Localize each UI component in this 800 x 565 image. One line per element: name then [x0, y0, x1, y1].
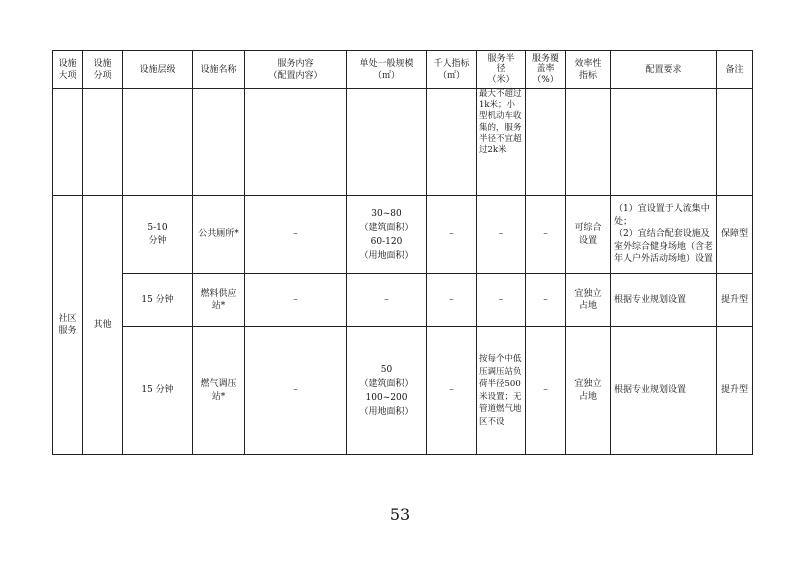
- continued-row: [53, 89, 753, 196]
- header-radius: 服务半 径 （米）: [477, 51, 526, 89]
- table-row: [53, 274, 753, 327]
- header-subcategory: 设施 分项: [83, 51, 123, 89]
- header-content: 服务内容 （配置内容）: [245, 51, 347, 89]
- header-requirement: 配置要求: [611, 51, 717, 89]
- category-cell: 社区 服务: [53, 196, 83, 455]
- remark-cell: 保障型: [717, 196, 753, 274]
- table-cell: [193, 89, 245, 196]
- efficiency-cell: 宜独立 占地: [566, 327, 611, 455]
- header-category: 设施 大项: [53, 51, 83, 89]
- header-efficiency: 效率性 指标: [566, 51, 611, 89]
- level-cell: 15 分钟: [123, 327, 193, 455]
- coverage-cell: –: [526, 196, 566, 274]
- table-row: [53, 327, 753, 455]
- scale-cell: –: [347, 274, 427, 327]
- scale-cell: 30~80 （建筑面积） 60-120 （用地面积）: [347, 196, 427, 274]
- content-cell: –: [245, 327, 347, 455]
- radius-cell: 按每个中低压调压站负荷半径500米设置；无管道燃气地区不设: [477, 327, 526, 455]
- coverage-cell: –: [526, 274, 566, 327]
- table-cell: [123, 89, 193, 196]
- header-name: 设施名称: [193, 51, 245, 89]
- requirement-cell: （1）宜设置于人流集中处； （2）宜结合配套设施及室外综合健身场地（含老年人户外活动场地）设置: [611, 196, 717, 274]
- table-row: [53, 196, 753, 274]
- name-cell: 公共厕所*: [193, 196, 245, 274]
- table-cell: [717, 89, 753, 196]
- header-per-thousand: 千人指标 （㎡）: [427, 51, 477, 89]
- name-cell: 燃料供应 站*: [193, 274, 245, 327]
- content-cell: –: [245, 274, 347, 327]
- requirement-cell: 根据专业规划设置: [611, 274, 717, 327]
- header-remark: 备注: [717, 51, 753, 89]
- facility-spec-table: [52, 50, 753, 455]
- table-cell: [245, 89, 347, 196]
- table-cell: [83, 89, 123, 196]
- efficiency-cell: 可综合 设置: [566, 196, 611, 274]
- scale-cell: 50 （建筑面积） 100~200 （用地面积）: [347, 327, 427, 455]
- per-thousand-cell: –: [427, 274, 477, 327]
- radius-cell: –: [477, 274, 526, 327]
- page-number: 53: [389, 505, 411, 524]
- name-cell: 燃气调压 站*: [193, 327, 245, 455]
- per-thousand-cell: –: [427, 327, 477, 455]
- level-cell: 5-10 分钟: [123, 196, 193, 274]
- table-cell: [53, 89, 83, 196]
- continued-radius-cell: 最大不超过1k米；小型机动车收集的，服务半径不宜超过2k米: [477, 89, 526, 196]
- content-cell: –: [245, 196, 347, 274]
- header-row: [53, 51, 753, 89]
- header-scale: 单处一般规模 （㎡）: [347, 51, 427, 89]
- remark-cell: 提升型: [717, 274, 753, 327]
- coverage-cell: –: [526, 327, 566, 455]
- table-cell: [611, 89, 717, 196]
- header-level: 设施层级: [123, 51, 193, 89]
- requirement-cell: 根据专业规划设置: [611, 327, 717, 455]
- table-cell: [347, 89, 427, 196]
- table-cell: [566, 89, 611, 196]
- table-cell: [427, 89, 477, 196]
- subcategory-cell: 其他: [83, 196, 123, 455]
- table-cell: [526, 89, 566, 196]
- per-thousand-cell: –: [427, 196, 477, 274]
- header-coverage: 服务覆 盖率 （%）: [526, 51, 566, 89]
- level-cell: 15 分钟: [123, 274, 193, 327]
- radius-cell: –: [477, 196, 526, 274]
- remark-cell: 提升型: [717, 327, 753, 455]
- efficiency-cell: 宜独立 占地: [566, 274, 611, 327]
